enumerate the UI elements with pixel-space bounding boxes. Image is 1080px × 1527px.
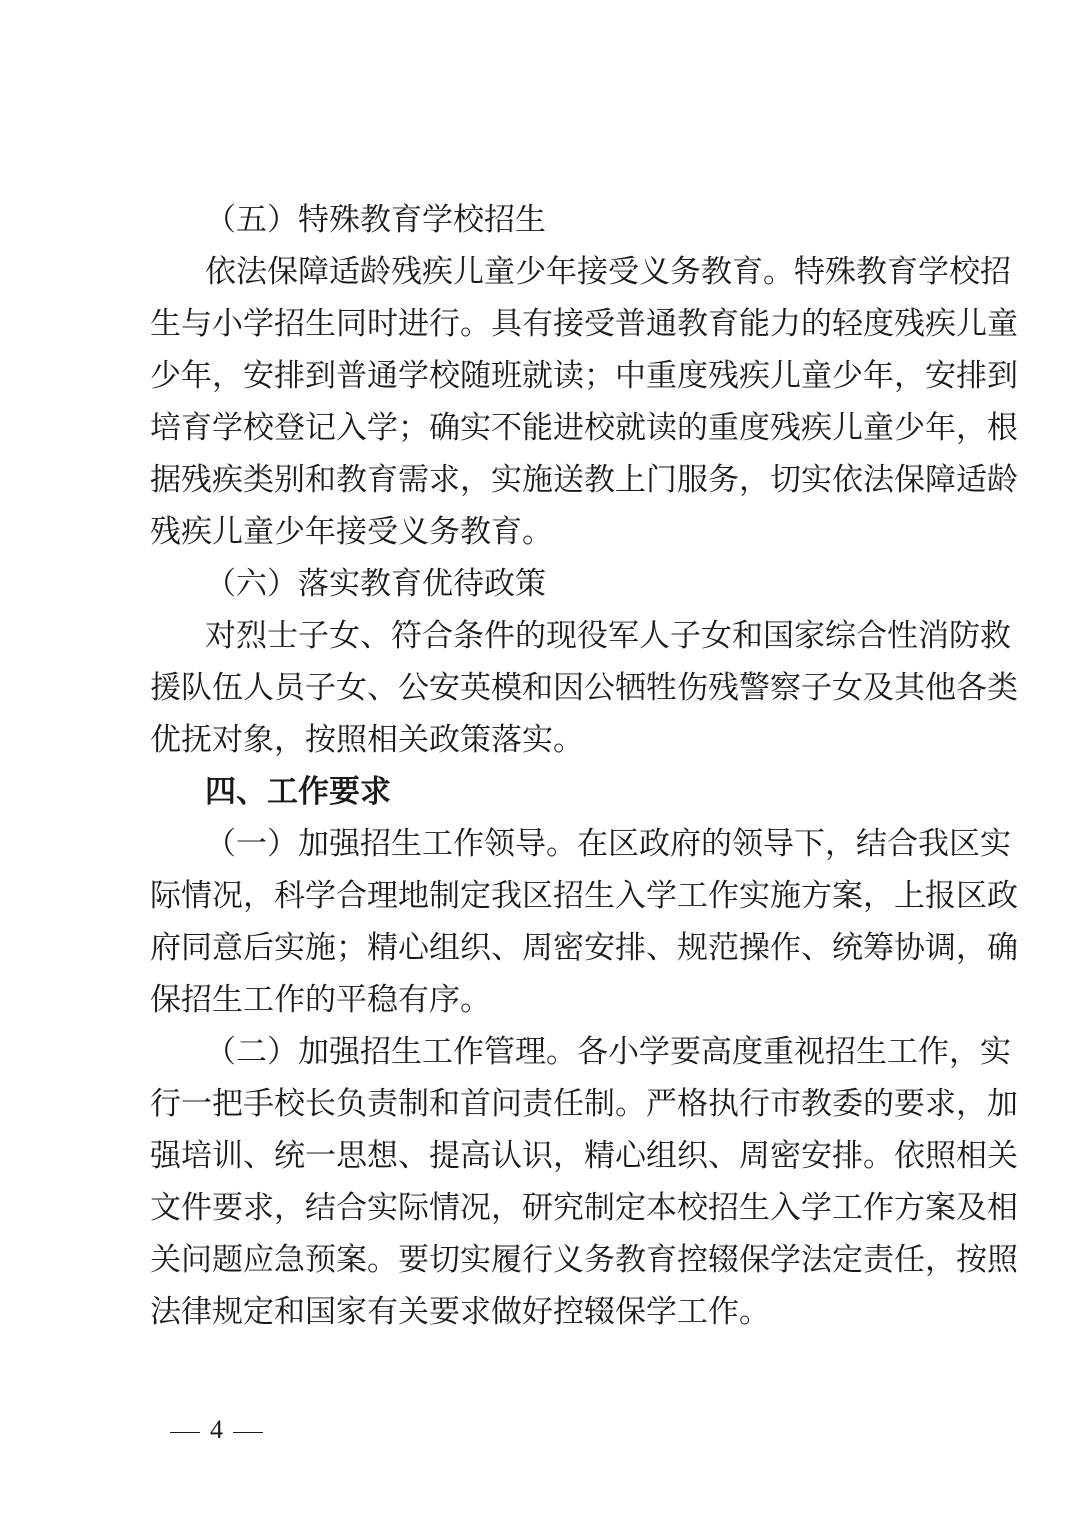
paragraph-line: 际情况，科学合理地制定我区招生入学工作实施方案，上报区政 (150, 878, 1018, 914)
paragraph-line: 残疾儿童少年接受义务教育。 (150, 514, 553, 550)
section-heading-special-education: （五）特殊教育学校招生 (205, 202, 546, 238)
paragraph-line: 培育学校登记入学；确实不能进校就读的重度残疾儿童少年，根 (150, 410, 1018, 446)
paragraph-line: 府同意后实施；精心组织、周密安排、规范操作、统筹协调，确 (150, 930, 1018, 966)
paragraph-line: 行一把手校长负责制和首问责任制。严格执行市教委的要求，加 (150, 1086, 1018, 1122)
paragraph-line: 生与小学招生同时进行。具有接受普通教育能力的轻度残疾儿童 (150, 306, 1018, 342)
page-footer (170, 1413, 263, 1447)
paragraph-line: 少年，安排到普通学校随班就读；中重度残疾儿童少年，安排到 (150, 358, 1018, 394)
paragraph-line: 优抚对象，按照相关政策落实。 (150, 722, 584, 758)
paragraph-line: 据残疾类别和教育需求，实施送教上门服务，切实依法保障适龄 (150, 462, 1018, 498)
page-number: 4 (210, 1415, 223, 1444)
paragraph-line: 依法保障适龄残疾儿童少年接受义务教育。特殊教育学校招 (205, 254, 1011, 290)
paragraph-line: 强培训、统一思想、提高认识，精心组织、周密安排。依照相关 (150, 1138, 1018, 1174)
paragraph-line: 文件要求，结合实际情况，研究制定本校招生入学工作方案及相 (150, 1190, 1018, 1226)
paragraph-line: 法律规定和国家有关要求做好控辍保学工作。 (150, 1294, 770, 1330)
footer-dash-left (170, 1432, 200, 1433)
paragraph-line: 对烈士子女、符合条件的现役军人子女和国家综合性消防救 (205, 618, 1011, 654)
footer-dash-right (233, 1432, 263, 1433)
section-heading-work-requirements: 四、工作要求 (205, 774, 391, 810)
section-heading-preferential-policy: （六）落实教育优待政策 (205, 566, 546, 602)
paragraph-line: （一）加强招生工作领导。在区政府的领导下，结合我区实 (205, 826, 1011, 862)
paragraph-line: （二）加强招生工作管理。各小学要高度重视招生工作，实 (205, 1034, 1011, 1070)
paragraph-line: 关问题应急预案。要切实履行义务教育控辍保学法定责任，按照 (150, 1242, 1018, 1278)
paragraph-line: 保招生工作的平稳有序。 (150, 982, 491, 1018)
paragraph-line: 援队伍人员子女、公安英模和因公牺牲伤残警察子女及其他各类 (150, 670, 1018, 706)
